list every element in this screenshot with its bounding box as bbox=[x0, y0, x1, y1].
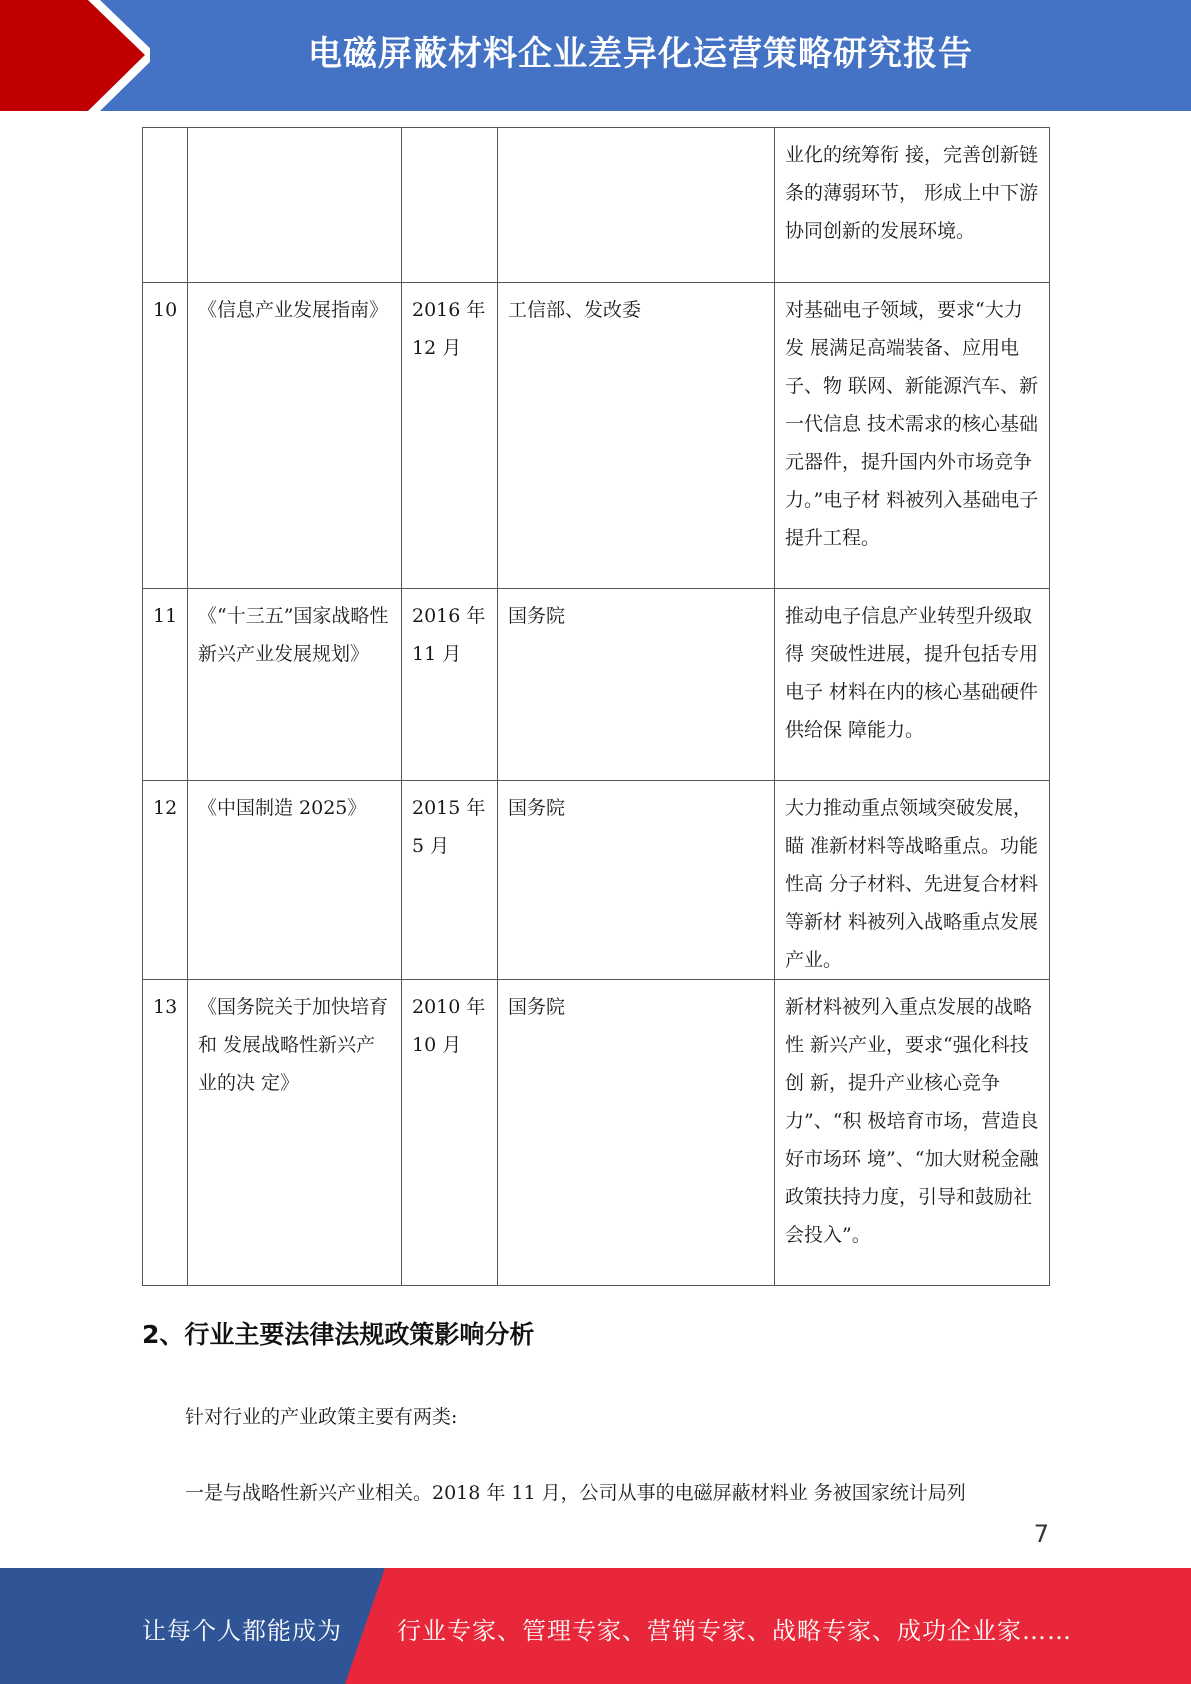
row-number-cell: 12 bbox=[143, 781, 188, 980]
policy-issuer-cell: 国务院 bbox=[498, 781, 775, 980]
policy-name-cell bbox=[188, 128, 402, 283]
section-heading: 2、行业主要法律法规政策影响分析 bbox=[142, 1320, 535, 1349]
policy-issuer-cell: 国务院 bbox=[498, 589, 775, 781]
footer-slogan-left: 让每个人都能成为 bbox=[142, 1617, 342, 1645]
policy-date-cell bbox=[402, 128, 498, 283]
policy-issuer-cell: 国务院 bbox=[498, 980, 775, 1286]
table-row bbox=[143, 980, 1050, 1286]
policy-table bbox=[142, 127, 1050, 1286]
policy-name-cell: 《国务院关于加快培育和 发展战略性新兴产业的决 定》 bbox=[188, 980, 402, 1286]
table-row bbox=[143, 128, 1050, 283]
policy-content-cell: 业化的统筹衔 接，完善创新链条的薄弱环节， 形成上中下游协同创新的发展环境。 bbox=[775, 128, 1050, 283]
page-header bbox=[0, 0, 1191, 111]
policy-issuer-cell bbox=[498, 128, 775, 283]
row-number-cell bbox=[143, 128, 188, 283]
report-title: 电磁屏蔽材料企业差异化运营策略研究报告 bbox=[308, 34, 973, 74]
policy-name-cell: 《“十三五”国家战略性 新兴产业发展规划》 bbox=[188, 589, 402, 781]
policy-content-cell: 大力推动重点领域突破发展，瞄 准新材料等战略重点。功能性高 分子材料、先进复合材料等新材 料被列入战略重点发展产业。 bbox=[775, 781, 1050, 980]
row-number-cell: 10 bbox=[143, 283, 188, 589]
page-number: 7 bbox=[1033, 1520, 1049, 1548]
table-row bbox=[143, 589, 1050, 781]
policy-content-cell: 新材料被列入重点发展的战略性 新兴产业，要求“强化科技创 新，提升产业核心竞争力”、“积 极培育市场，营造良好市场环 境”、“加大财税金融政策扶持力度，引导和鼓励社会投入”。 bbox=[775, 980, 1050, 1286]
table-row bbox=[143, 781, 1050, 980]
row-number-cell: 13 bbox=[143, 980, 188, 1286]
policy-date-cell: 2015 年 5 月 bbox=[402, 781, 498, 980]
policy-name-cell: 《中国制造 2025》 bbox=[188, 781, 402, 980]
policy-content-cell: 推动电子信息产业转型升级取得 突破性进展，提升包括专用电子 材料在内的核心基础硬件供给保 障能力。 bbox=[775, 589, 1050, 781]
policy-date-cell: 2010 年 10 月 bbox=[402, 980, 498, 1286]
body-paragraph: 针对行业的产业政策主要有两类: bbox=[185, 1406, 458, 1428]
policy-issuer-cell: 工信部、发改委 bbox=[498, 283, 775, 589]
row-number-cell: 11 bbox=[143, 589, 188, 781]
table-row bbox=[143, 283, 1050, 589]
policy-content-cell: 对基础电子领域，要求“大力发 展满足高端装备、应用电子、物 联网、新能源汽车、新一代信息 技术需求的核心基础元器件，提升国内外市场竞争力。”电子材 料被列入基础电子提升工程。 bbox=[775, 283, 1050, 589]
policy-name-cell: 《信息产业发展指南》 bbox=[188, 283, 402, 589]
footer-slogan-right: 行业专家、管理专家、营销专家、战略专家、成功企业家…… bbox=[397, 1617, 1072, 1645]
body-paragraph: 一是与战略性新兴产业相关。2018 年 11 月，公司从事的电磁屏蔽材料业 务被国家统计局列 bbox=[185, 1482, 966, 1504]
policy-date-cell: 2016 年 12 月 bbox=[402, 283, 498, 589]
policy-date-cell: 2016 年 11 月 bbox=[402, 589, 498, 781]
page-footer bbox=[0, 1568, 1191, 1684]
